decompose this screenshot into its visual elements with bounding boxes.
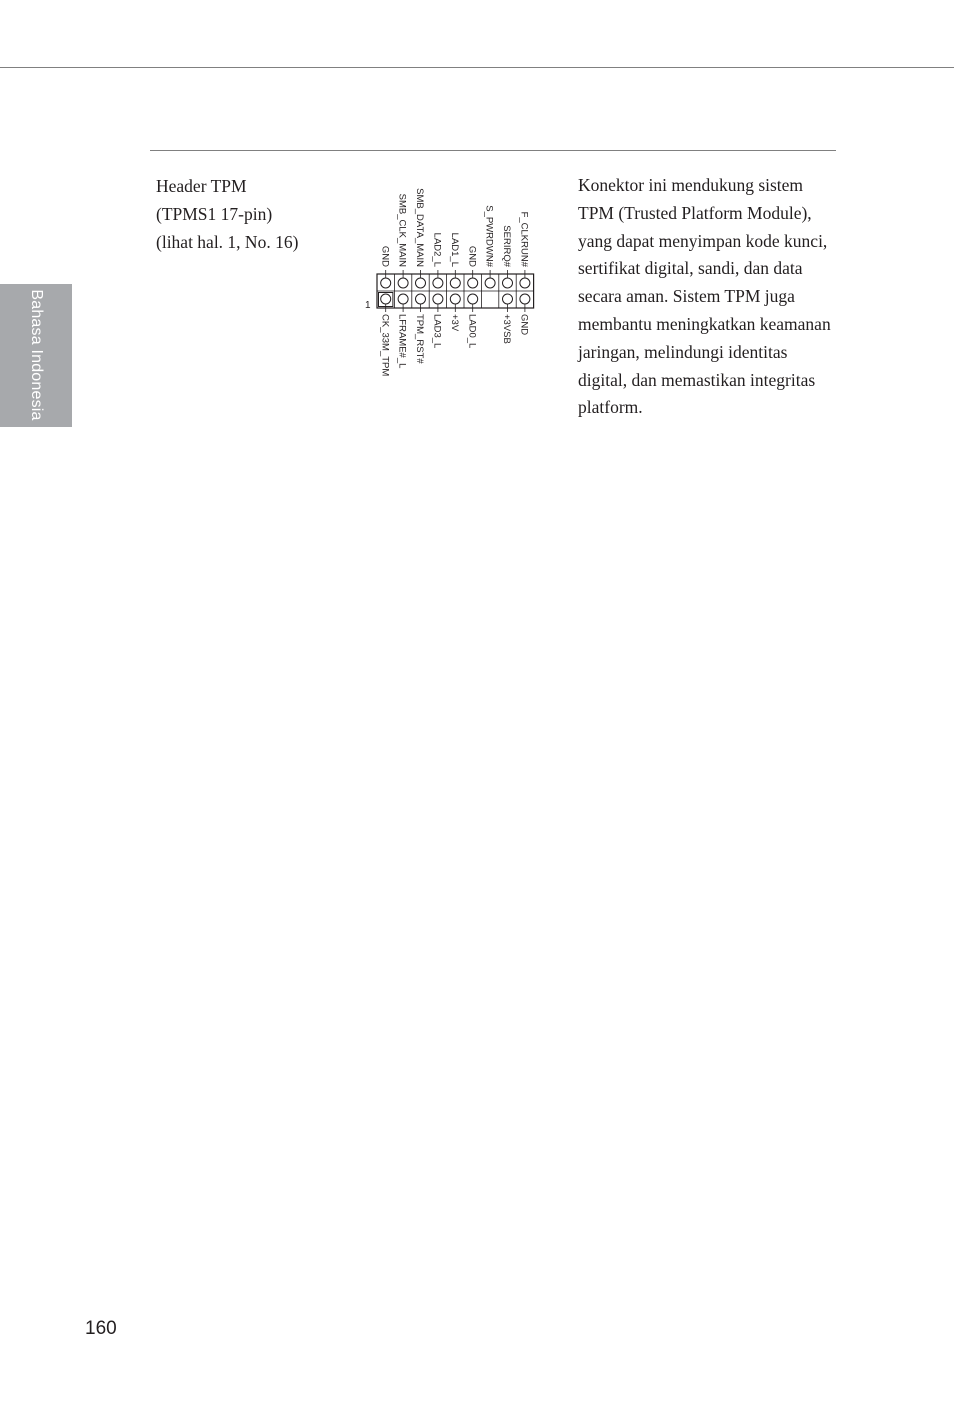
bottom-pin-label: LAD3_L xyxy=(431,314,443,349)
top-pin-label: SMB_DATA_MAIN xyxy=(414,188,426,267)
pin-top xyxy=(450,278,460,288)
pin-top xyxy=(416,278,426,288)
pin-top xyxy=(503,278,513,288)
pin-bottom xyxy=(398,294,408,304)
bottom-pin-label: LAD0_L xyxy=(466,314,478,349)
pin-top xyxy=(468,278,478,288)
language-tab-label: Bahasa Indonesia xyxy=(28,289,45,421)
section-divider xyxy=(150,150,836,151)
top-pin-labels xyxy=(379,188,529,278)
bottom-pin-label: CK_33M_TPM xyxy=(379,314,391,377)
pin-bottom xyxy=(433,294,443,304)
pin-bottom xyxy=(468,294,478,304)
pin-bottom xyxy=(520,294,530,304)
pin-top xyxy=(381,278,391,288)
top-pin-label: SERIRQ# xyxy=(501,225,513,267)
top-pin-label: F_CLKRUN# xyxy=(518,211,530,267)
pin-bottom xyxy=(381,294,391,304)
bottom-pin-label: GND xyxy=(518,314,530,336)
pin-top xyxy=(433,278,443,288)
pin-top xyxy=(520,278,530,288)
pin-bottom xyxy=(503,294,513,304)
language-side-tab xyxy=(0,284,72,427)
pin-top xyxy=(485,278,495,288)
page-number: 160 xyxy=(85,1318,117,1339)
bottom-pin-label: +3V xyxy=(448,314,460,332)
connector-title: Header TPM xyxy=(156,176,247,196)
pin-top xyxy=(398,278,408,288)
top-pin-label: GND xyxy=(466,245,478,267)
bottom-pin-label: TPM_RST# xyxy=(414,314,426,364)
pin-bottom xyxy=(450,294,460,304)
top-pin-label: LAD2_L xyxy=(431,232,443,267)
top-pin-label: GND xyxy=(379,245,391,267)
connector-heading xyxy=(156,172,356,256)
bottom-pin-label: +3VSB xyxy=(501,314,513,344)
top-pin-label: SMB_CLK_MAIN xyxy=(396,193,408,267)
connector-description: Konektor ini mendukung sistem TPM (Trusted Platform Module), yang dapat menyimpan kode kunci, sertifikat digital, sandi, dan data secara aman. Sistem TPM juga membantu meningkatkan keamanan jaringan, melindungi identitas digital, dan memastikan integritas platform. xyxy=(578,175,831,418)
connector-reference: (lihat hal. 1, No. 16) xyxy=(156,232,299,252)
connector-subtitle: (TPMS1 17-pin) xyxy=(156,204,273,224)
pin-connector xyxy=(377,274,534,308)
tpm-pin-diagram xyxy=(356,172,546,392)
top-divider xyxy=(0,67,954,68)
bottom-pin-labels xyxy=(379,304,529,376)
top-pin-label: LAD1_L xyxy=(448,232,460,267)
bottom-pin-label: LFRAME#_L xyxy=(396,314,408,369)
pin-bottom xyxy=(416,294,426,304)
top-pin-label: S_PWRDWN# xyxy=(483,205,495,267)
pin-one-label: 1 xyxy=(365,300,371,311)
